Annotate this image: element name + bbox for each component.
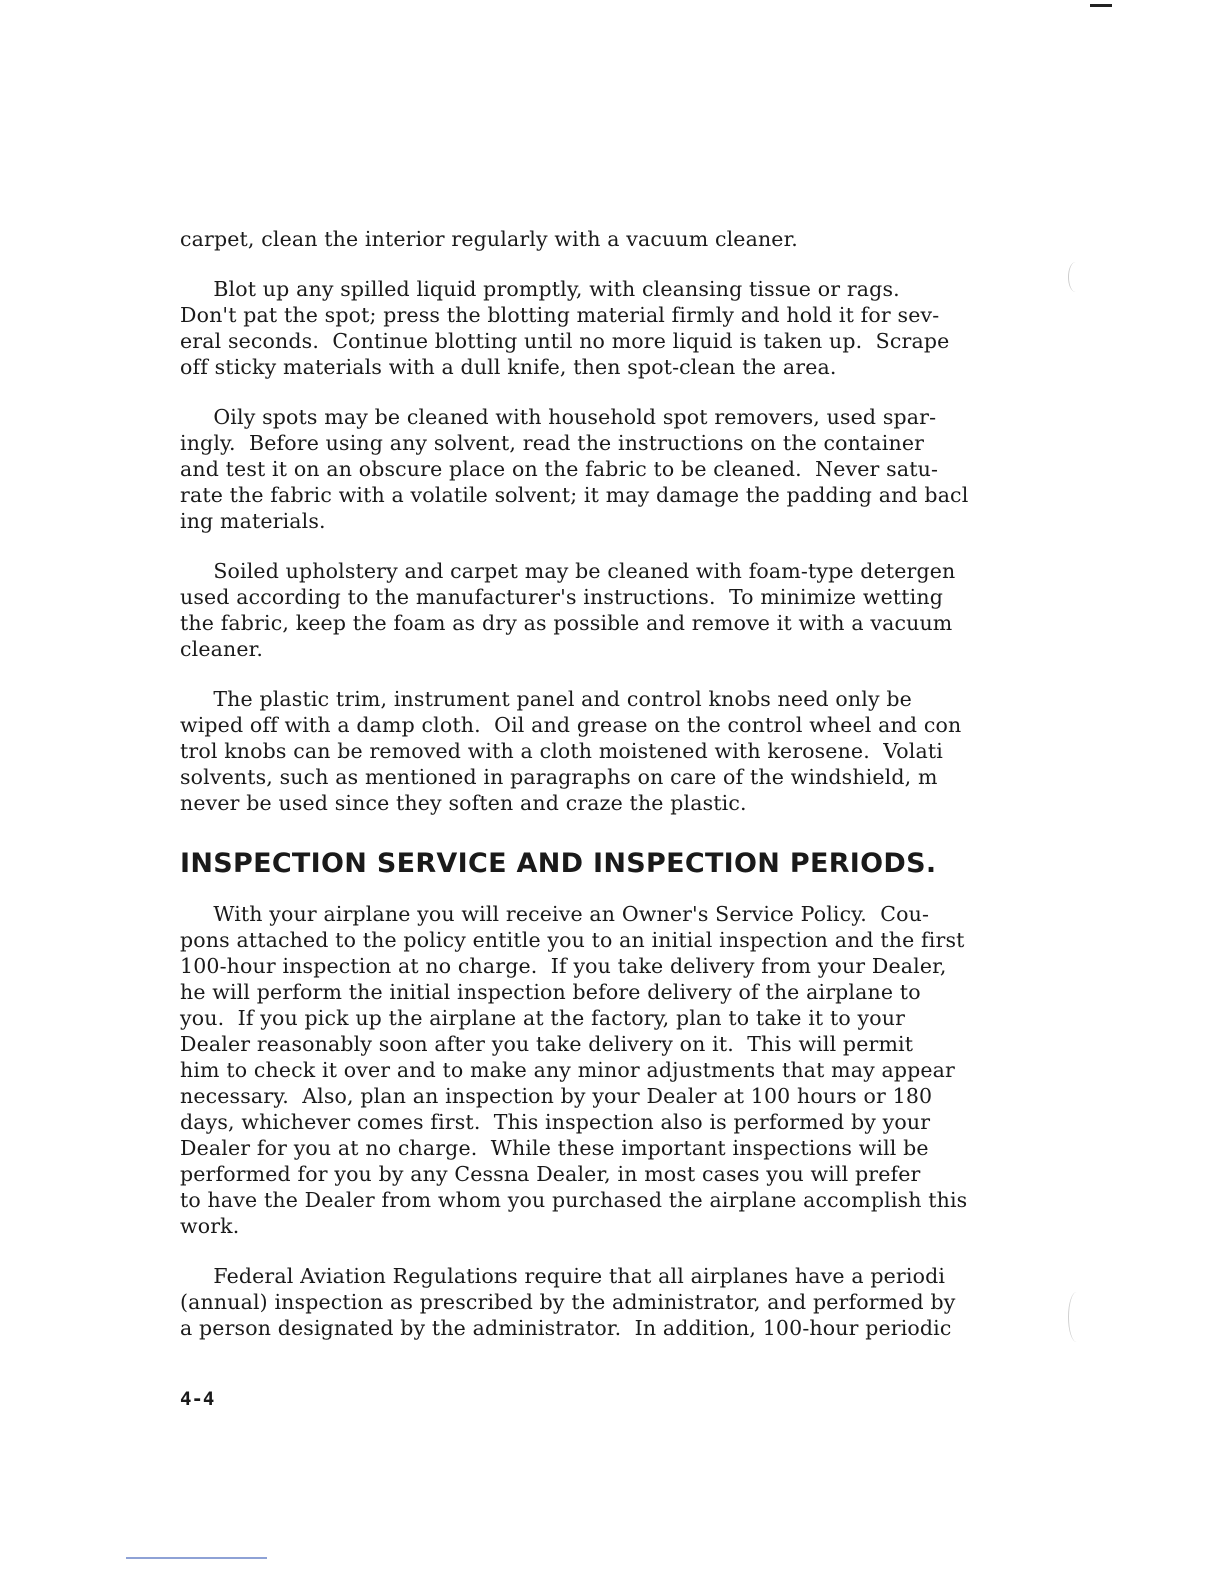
paragraph-soiled [180,558,1030,662]
document-body [180,226,1030,1365]
page-number: 4-4 [180,1388,215,1410]
text-line: ing materials. [180,509,326,533]
text-line: trol knobs can be removed with a cloth moistened with kerosene. Volati [180,739,943,763]
paragraph-plastic [180,686,1030,816]
text-line: eral seconds. Continue blotting until no more liquid is taken up. Scrape [180,329,950,353]
section-heading: INSPECTION SERVICE AND INSPECTION PERIODS. [180,848,937,879]
text-line: a person designated by the administrator. In addition, 100-hour periodic [180,1316,952,1340]
text-line: necessary. Also, plan an inspection by your Dealer at 100 hours or 180 [180,1084,933,1108]
scan-edge-mark [1068,1292,1085,1342]
text-line: never be used since they soften and craze the plastic. [180,791,747,815]
text-line: solvents, such as mentioned in paragraphs on care of the windshield, m [180,765,938,789]
text-line: carpet, clean the interior regularly with a vacuum cleaner. [180,227,798,251]
text-line: Dealer for you at no charge. While these important inspections will be [180,1136,929,1160]
bottom-rule [126,1557,267,1559]
text-line: Soiled upholstery and carpet may be cleaned with foam-type detergen [180,559,956,583]
text-line: cleaner. [180,637,263,661]
text-line: performed for you by any Cessna Dealer, in most cases you will prefer [180,1162,921,1186]
text-line: (annual) inspection as prescribed by the administrator, and performed by [180,1290,956,1314]
text-line: Oily spots may be cleaned with household spot removers, used spar- [180,405,937,429]
text-line: With your airplane you will receive an Owner's Service Policy. Cou- [180,902,930,926]
scan-edge-mark [1068,262,1083,292]
text-line: he will perform the initial inspection before delivery of the airplane to [180,980,921,1004]
paragraph-carpet [180,226,1030,252]
text-line: Blot up any spilled liquid promptly, with cleansing tissue or rags. [180,277,900,301]
text-line: days, whichever comes first. This inspection also is performed by your [180,1110,931,1134]
text-line: wiped off with a damp cloth. Oil and grease on the control wheel and con [180,713,962,737]
text-line: ingly. Before using any solvent, read the instructions on the container [180,431,925,455]
text-line: 100-hour inspection at no charge. If you take delivery from your Dealer, [180,954,947,978]
text-line: pons attached to the policy entitle you to an initial inspection and the first [180,928,965,952]
paragraph-blot [180,276,1030,380]
top-edge-mark [1090,4,1112,7]
paragraph-far [180,1263,1030,1341]
text-line: used according to the manufacturer's instructions. To minimize wetting [180,585,943,609]
text-line: Don't pat the spot; press the blotting material firmly and hold it for sev- [180,303,940,327]
paragraph-policy [180,901,1030,1239]
text-line: rate the fabric with a volatile solvent; it may damage the padding and bacl [180,483,969,507]
text-line: off sticky materials with a dull knife, then spot-clean the area. [180,355,837,379]
text-line: work. [180,1214,240,1238]
text-line: the fabric, keep the foam as dry as possible and remove it with a vacuum [180,611,953,635]
text-line: The plastic trim, instrument panel and control knobs need only be [180,687,912,711]
text-line: and test it on an obscure place on the fabric to be cleaned. Never satu- [180,457,939,481]
text-line: Federal Aviation Regulations require that all airplanes have a periodi [180,1264,946,1288]
text-line: him to check it over and to make any minor adjustments that may appear [180,1058,956,1082]
text-line: Dealer reasonably soon after you take delivery on it. This will permit [180,1032,914,1056]
paragraph-oily [180,404,1030,534]
text-line: to have the Dealer from whom you purchased the airplane accomplish this [180,1188,968,1212]
text-line: you. If you pick up the airplane at the factory, plan to take it to your [180,1006,906,1030]
